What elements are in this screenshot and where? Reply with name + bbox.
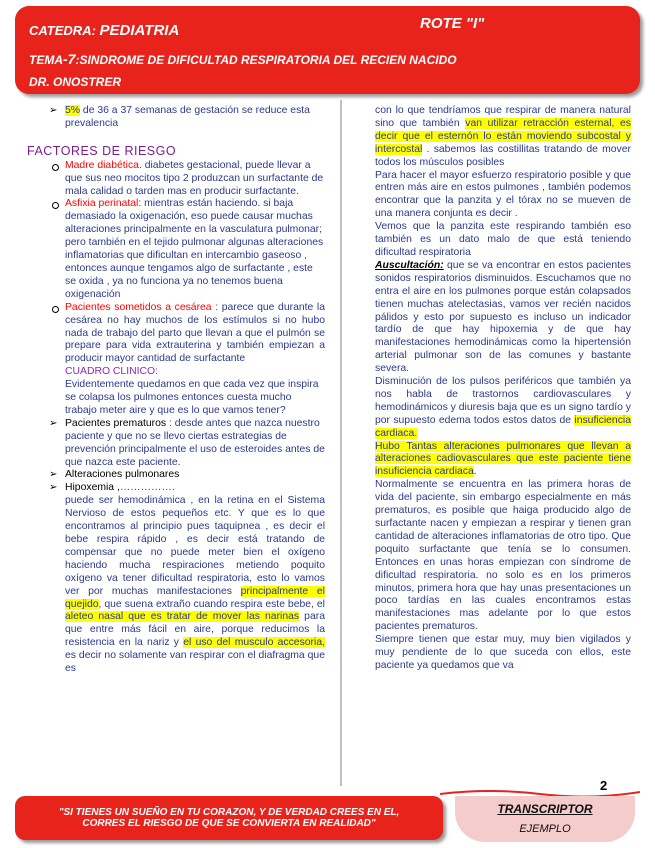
catedra-label: CATEDRA:: [29, 23, 96, 38]
esfuerzo-paragraph: Para hacer el mayor esfuerzo respiratorio posible y que entren más aire en estos pulmones , también podemos encontrar que la panzita y el tórax no se mueven de una manera conjunta es decir .: [375, 169, 631, 220]
header-banner: [15, 6, 640, 94]
highlight-alteraciones: Hubo Tantas alteraciones pulmonares que llevan a alteraciones cadiovasculares que este paciente tiene insuficiencia cardiaca: [375, 440, 631, 478]
highlight-insuficiencia: insuficiencia cardiaca.: [375, 414, 631, 439]
factor-3-label: Pacientes sometidos a cesárea :: [65, 301, 219, 313]
intro-text: de 36 a 37 semanas de gestación se reduce esta prevalencia: [65, 105, 310, 129]
intro-bullet: [27, 105, 325, 131]
alteraciones-dot: .: [473, 466, 477, 478]
tema-label: TEMA: [29, 53, 63, 67]
factor-asfixia: [27, 198, 325, 301]
highlight-retraccion: van utilizar retracción esternal, es decir que el esternón lo están moviendo subcostal y intercostal: [375, 117, 631, 155]
factor-2-label: Asfixia perinatal: [65, 198, 139, 210]
catedra-line: [29, 22, 179, 39]
pacientes-prematuros: [27, 418, 325, 470]
prematuros-text: : desde antes que nazca nuestro paciente y que no se llevo ciertas estrategias de prevención principalmente el uso de esteroides antes de que nazca este paciente.: [65, 417, 325, 468]
intro-highlight: 5%: [65, 105, 81, 116]
highlight-musculo-accesorio: el uso del musculo accesoria,: [183, 637, 325, 649]
factor-2-text: : mientras están haciendo. si baja demasiado la oxigenación, eso puede causar muchas alteraciones principalmente en la vasculatura pulmonar; pero también en el tejido pulmonar algunas alteraciones inflamatorias que dificultan en intercambio gaseoso , entonces aunque tengamos algo de surfactante , este se oxida , ya no funciona ya no tenemos buena oxigenación: [65, 198, 324, 300]
footer-quote-line-2: CORRES EL RIESGO DE QUE SE CONVIERTA EN REALIDAD": [82, 818, 376, 829]
transcriptor-label: TRANSCRIPTOR: [497, 802, 593, 816]
vigilancia-paragraph: Siempre tienen que estar muy, muy bien vigilados y muy pendiente de lo que suceda con ellos, este paciente ya quedamos que va: [375, 634, 631, 671]
hipoxemia-text-1: puede ser hemodinámica , en la retina en el Sistema Nervioso de estos pequeños etc. Y que es lo que encontramos al principio pues taquipnea , es decir el bebe respira rápido , es decir está tratando de compensar que no puede meter bien el oxígeno haciendo mucha respiraciones metiendo poquito oxígeno va tener dificultad respiratoria, esto lo vamos ver por muchas manifestaciones: [65, 495, 325, 597]
factor-cesarea: [27, 302, 325, 367]
footer-quote-line-1: "SI TIENES UN SUEÑO EN TU CORAZON, Y DE VERDAD CREES EN EL,: [58, 807, 400, 818]
right-column: [375, 105, 631, 673]
catedra-value: PEDIATRIA: [99, 22, 180, 39]
tema-line: [29, 51, 457, 67]
footer-quote-banner: [15, 796, 443, 840]
factor-1-label: Madre diabética: [65, 159, 139, 171]
pulsos-text: Disminución de los pulsos periféricos que también ya nos habla de trastornos cardiovasculares y hemodinámicos y diuresis baja que es un signo tardío y por supuesto edema todos estos datos de: [375, 376, 631, 426]
hipoxemia-paragraph: [27, 495, 325, 676]
factor-3-text: parece que durante la cesárea no hay muchos de los estímulos si no hubo nada de trabajo del parto que llevan a que el pulmón se prepare para vida extrauterina y también empiezan a producir mayor cantidad de surfactante: [65, 301, 325, 365]
left-column: [27, 105, 325, 676]
highlight-quejido: principalmente el quejido: [65, 585, 325, 610]
prematuros-label: Pacientes prematuros: [65, 417, 167, 429]
hipoxemia-dots: …………….: [119, 482, 175, 494]
column-divider: [340, 100, 342, 786]
factores-title: FACTORES DE RIESGO: [27, 143, 177, 158]
hipoxemia-text-2: , que suena extraño cuando respira este bebe, el: [98, 598, 325, 610]
panzita-paragraph: Vemos que la panzita este respirando también eso también es un dato malo de que está teniendo dificultad respiratoria: [375, 221, 631, 258]
doctor-name: DR. ONOSTRER: [29, 75, 122, 89]
primeras-horas-paragraph: Normalmente se encuentra en las primera horas de vida del paciente, sin embargo especialmente en más prematuros, es posible que haiga producido algo de surfactante nacen y empiezan a respirar y tienen gran cantidad de alteraciones inflamatorias de otro tipo. Que poquito surfactante que tenía se lo consumen. Entonces en unas horas empiezan con síndrome de dificultad respiratoria. no solo es en los primeros minutos, primera hora que hay unas presentaciones un poco tardías en las cuales encontramos estas manifestaciones mas adelante por lo que estos pacientes prematuros.: [375, 479, 631, 633]
cuadro-clinico-title: CUADRO CLINICO:: [65, 366, 158, 378]
pulsos-paragraph: [375, 376, 631, 441]
cuadro-clinico-text: Evidentemente quedamos en que cada vez que inspira se colapsa los pulmones entonces cuesta mucho trabajo meter aire y que es lo que vamos tener?: [65, 379, 319, 416]
rote-label: ROTE "I": [420, 15, 485, 32]
hipoxemia-label: Hipoxemia ,: [65, 482, 120, 494]
retraccion-text-1: con lo que tendríamos que respirar de manera natural sino que también: [375, 105, 631, 129]
retraccion-paragraph: [375, 105, 631, 170]
alteraciones-paragraph: [375, 441, 631, 480]
retraccion-text-2: . sabemos las costillitas tratando de mover todos los músculos posibles: [375, 143, 631, 168]
hipoxemia-text-3: para que entre más fácil en aire, porque reducimos la resistencia en la nariz y: [65, 611, 325, 649]
factor-madre-diabetica: [27, 160, 325, 199]
transcriptor-box: [455, 796, 635, 842]
auscultacion-paragraph: [375, 260, 631, 376]
page-number: 2: [600, 778, 608, 793]
auscultacion-text: que se va encontrar en estos pacientes sonidos respiratorios disminuidos. Escuchamos que no entra el aire en los pulmones porque están colapsados tienen muchas atelectasias, vamos ver recién nacidos pálidos y esto por supuesto es incluso un indicador tardío de que hay hipoxemia y de que hay manifestaciones hemodinámicas como la hipertensión arterial pulmonar son de las comunes y bastante severa.: [375, 259, 631, 375]
tema-text: :SINDROME DE DIFICULTAD RESPIRATORIA DEL RECIEN NACIDO: [75, 53, 457, 67]
hipoxemia-item: [27, 482, 325, 495]
transcriptor-name: EJEMPLO: [519, 823, 571, 835]
alteraciones-pulmonares: ➢ Alteraciones pulmonares: [27, 469, 325, 482]
tema-number: -7: [63, 51, 76, 67]
auscultacion-label: Auscultación:: [375, 259, 444, 271]
factor-1-text: . diabetes gestacional, puede llevar a que sus neo mocitos tipo 2 produzcan un surfactante de mala calidad o tarden mas en producir surfactante.: [65, 159, 324, 197]
hipoxemia-text-4: es decir no solamente van respirar con el diafragma que es: [65, 650, 325, 675]
highlight-aleteo-nasal: aleteo nasal que es tratar de mover las narinas: [65, 611, 300, 623]
